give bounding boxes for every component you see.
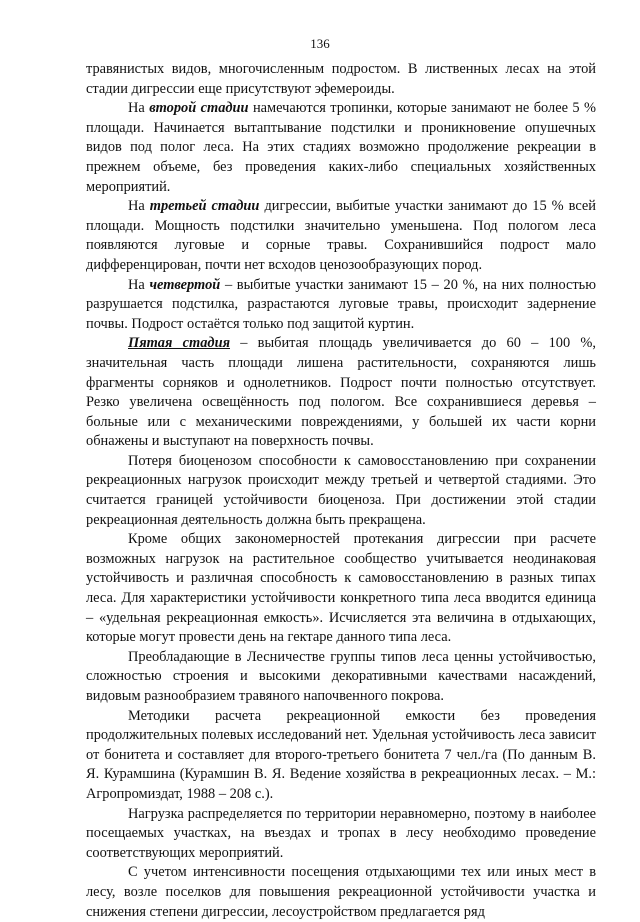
paragraph-text: – выбитые участки занимают 15 – 20 %, на них полностью разрушается подстилка, разрастаются луговые травы, происходит задернение почвы. Подрост остаётся только под защитой куртин. xyxy=(86,276,597,332)
emphasized-term: четвертой xyxy=(149,276,221,293)
paragraph xyxy=(86,197,596,275)
paragraph xyxy=(86,60,596,99)
paragraph xyxy=(86,648,596,707)
paragraph-text: На xyxy=(128,198,150,215)
paragraph xyxy=(86,334,596,452)
paragraph-text: С учетом интенсивности посещения отдыхающими тех или иных мест в лесу, возле поселков для повышения рекреационной устойчивости участка и снижения степени дигрессии, лесоустройством предлагается ряд xyxy=(86,864,596,920)
paragraph-text: Методики расчета рекреационной емкости без проведения продолжительных полевых исследований нет. Удельная устойчивость леса зависит от бонитета и составляет для второго-третьего бонитета 7 чел./га (По данным В. Я. Курамшина (Курамшин В. Я. Ведение хозяйства в рекреационных лесах. – М.: Агропромиздат, 1988 – 208 с.). xyxy=(86,707,596,802)
paragraph-text: намечаются тропинки, которые занимают не более 5 % площади. Начинается вытаптывание подстилки и проникновение опушечных видов под полог леса. На этих стадиях возможно продолжение рекреации в прежнем объеме, без проведения каких-либо специальных хозяйственных мероприятий. xyxy=(86,100,596,195)
emphasized-term: Пятая стадия xyxy=(128,335,230,352)
paragraph xyxy=(86,707,596,805)
paragraph-text: травянистых видов, многочисленным подростом. В лиственных лесах на этой стадии дигрессии еще присутствуют эфемероиды. xyxy=(86,61,596,97)
page-number: 136 xyxy=(310,36,330,51)
document-body xyxy=(86,60,596,922)
paragraph xyxy=(86,530,596,648)
paragraph-text: Нагрузка распределяется по территории неравномерно, поэтому в наиболее посещаемых участках, на въездах и тропах в лесу необходимо проведение соответствующих мероприятий. xyxy=(86,805,596,861)
paragraph-text: Потеря биоценозом способности к самовосстановлению при сохранении рекреационных нагрузок происходит между третьей и четвертой стадиями. Это считается границей устойчивости биоценоза. При достижении этой стадии рекреационная деятельность должна быть прекращена. xyxy=(86,452,596,528)
emphasized-term: третьей стадии xyxy=(149,198,260,215)
paragraph xyxy=(86,863,596,922)
paragraph xyxy=(86,99,596,197)
paragraph-text: – выбитая площадь увеличивается до 60 – 100 %, значительная часть площади лишена растительности, сохраняются лишь фрагменты сорняков и однолетников. Подрост почти полностью отсутствует. Резко увеличена освещённость под пологом. Все сохранившиеся деревья – больные или с механическими повреждениями, у большей их части корни обнажены и выступают на поверхность почвы. xyxy=(86,335,596,450)
paragraph-text: На xyxy=(128,276,150,293)
paragraph xyxy=(86,276,596,335)
emphasized-term: второй стадии xyxy=(149,100,249,117)
paragraph-text: На xyxy=(128,100,150,117)
paragraph-text: Преобладающие в Лесничестве группы типов леса ценны устойчивостью, сложностью строения и высокими декоративными качествами насаждений, видовым разнообразием травяного напочвенного покрова. xyxy=(86,648,596,704)
paragraph xyxy=(86,452,596,530)
paragraph-text: Кроме общих закономерностей протекания дигрессии при расчете возможных нагрузок на растительное сообщество учитывается неодинаковая устойчивость и различная способность к самовосстановлению в разных типах леса. Для характеристики устойчивости конкретного типа леса вводится единица – «удельная рекреационная емкость». Исчисляется эта величина в отдыхающих, которые могут провести день на гектаре данного типа леса. xyxy=(86,531,596,646)
paragraph-text: дигрессии, выбитые участки занимают до 15 % всей площади. Мощность подстилки значительно уменьшена. Под пологом леса появляются луговые и сорные травы. Сохранившийся подрост мало дифференцирован, почти нет всходов ценозообразующих пород. xyxy=(86,198,596,273)
paragraph xyxy=(86,805,596,864)
